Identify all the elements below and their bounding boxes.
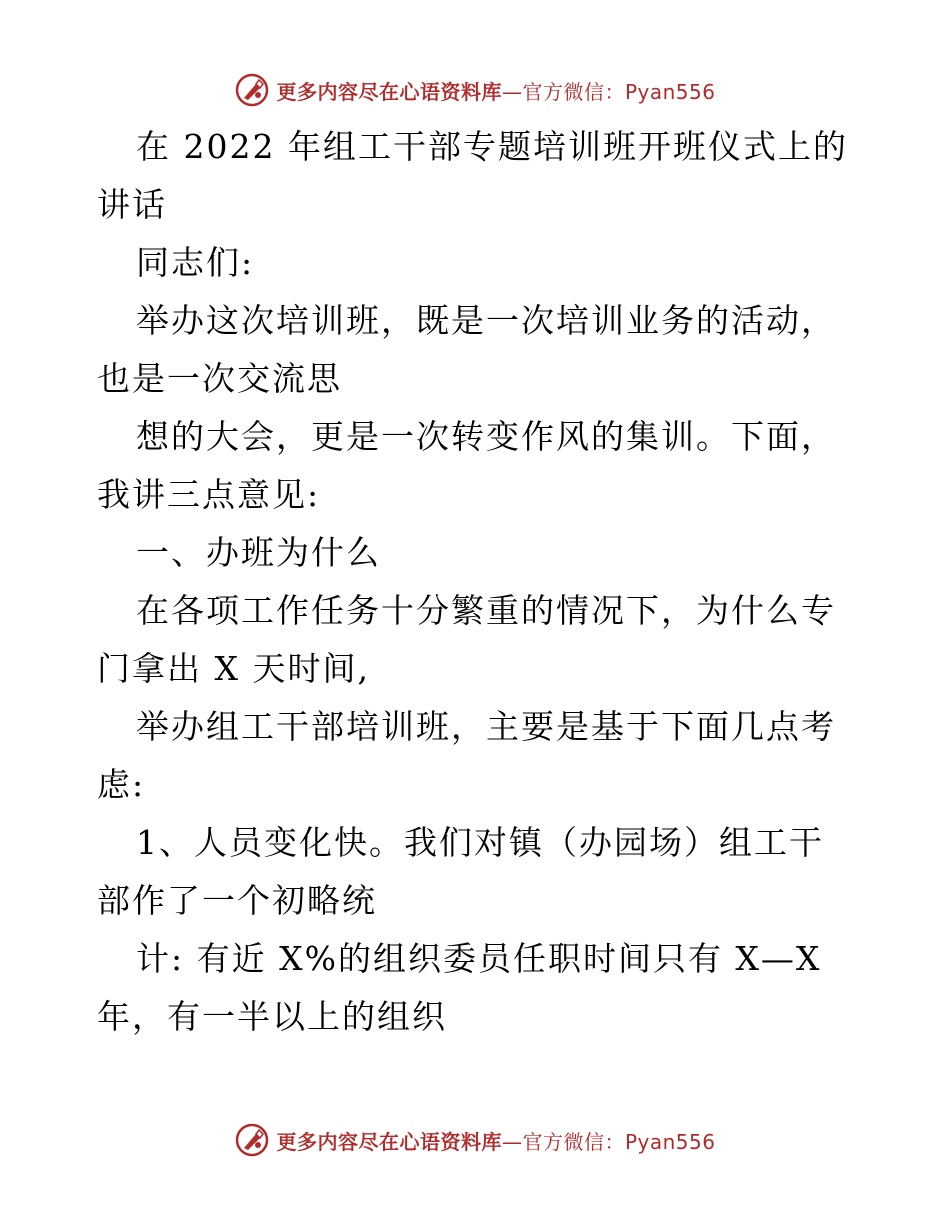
- paragraph: 计: 有近 X%的组织委员任职时间只有 X—X 年，有一半以上的组织: [97, 939, 822, 1036]
- header-watermark-banner: [0, 70, 950, 110]
- paragraph: 举办组工干部培训班，主要是基于下面几点考虑:: [97, 707, 836, 804]
- watermark-text: 更多内容尽在心语资料库—官方微信：Pyan556: [276, 1129, 716, 1154]
- document-body: [97, 118, 857, 1046]
- pen-nib-seal-icon: [234, 72, 270, 108]
- section-heading: 一、办班为什么: [136, 533, 381, 572]
- paragraph: 想的大会，更是一次转变作风的集训。下面，我讲三点意见:: [97, 417, 836, 514]
- watermark-text: 更多内容尽在心语资料库—官方微信：Pyan556: [276, 79, 716, 104]
- footer-watermark-banner: [0, 1120, 950, 1160]
- pen-nib-seal-icon: [234, 1122, 270, 1158]
- document-title: 在 2022 年组工干部专题培训班开班仪式上的讲话: [97, 127, 848, 224]
- salutation: 同志们:: [136, 243, 255, 282]
- paragraph: 在各项工作任务十分繁重的情况下，为什么专门拿出 X 天时间,: [97, 591, 836, 688]
- paragraph: 举办这次培训班，既是一次培训业务的活动，也是一次交流思: [97, 301, 836, 398]
- paragraph: 1、人员变化快。我们对镇（办园场）组工干部作了一个初略统: [97, 823, 824, 920]
